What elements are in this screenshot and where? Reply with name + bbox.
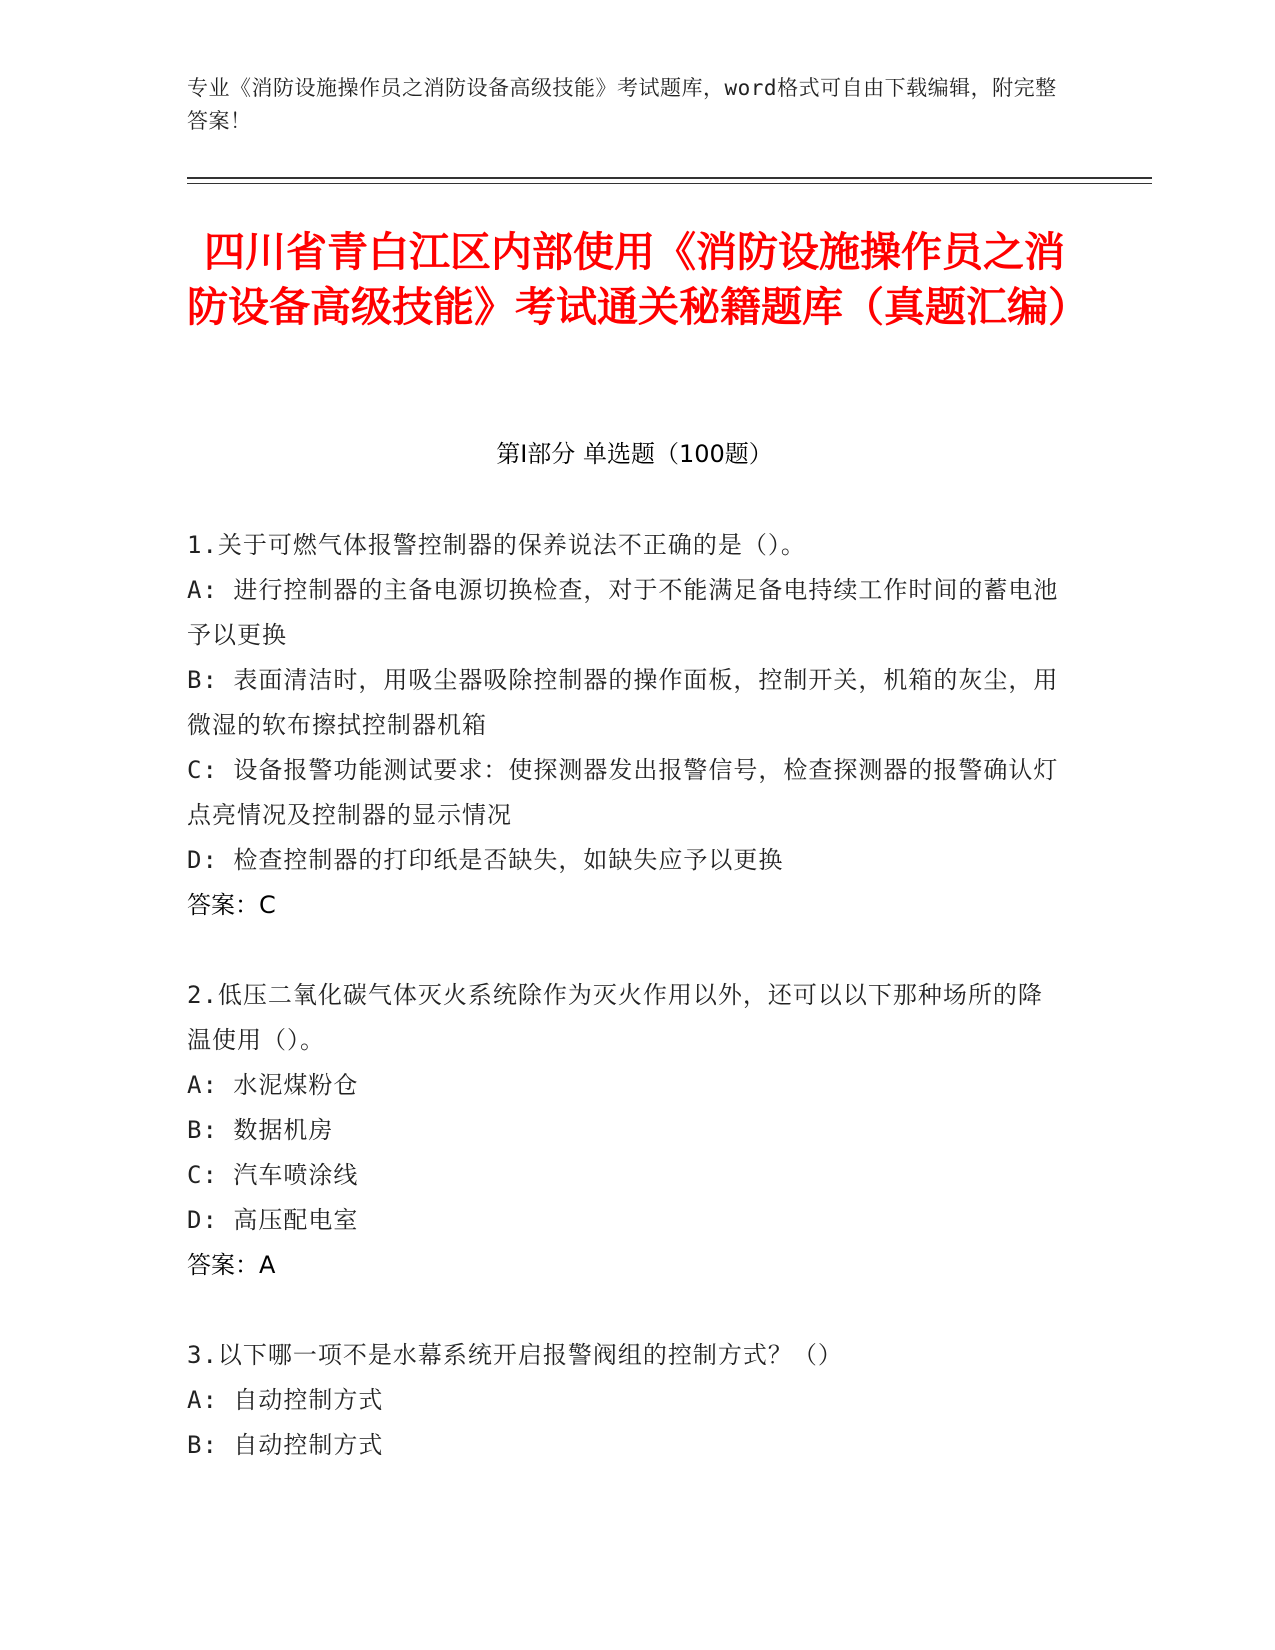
question-stem: 2.低压二氧化碳气体灭火系统除作为灭火作用以外，还可以以下那种场所的降温使用（）。 (187, 981, 1043, 1054)
question-stem: 1.关于可燃气体报警控制器的保养说法不正确的是（）。 (187, 531, 806, 559)
document-title: 四川省青白江区内部使用《消防设施操作员之消防设备高级技能》考试通关秘籍题库（真题汇编） (187, 228, 1089, 331)
question-2 (187, 973, 1067, 1288)
option-d: D: 高压配电室 (187, 1206, 359, 1234)
question-3 (187, 1333, 1067, 1468)
question-stem: 3.以下哪一项不是水幕系统开启报警阀组的控制方式？（） (187, 1341, 843, 1369)
section-heading: 第Ⅰ部分 单选题（100题） (496, 440, 773, 468)
question-1 (187, 523, 1067, 928)
option-b: B: 表面清洁时，用吸尘器吸除控制器的操作面板，控制开关，机箱的灰尘，用微湿的软布擦拭控制器机箱 (187, 666, 1059, 739)
question-list (187, 523, 1067, 1513)
header-rule-thick (187, 177, 1152, 179)
option-c: C: 汽车喷涂线 (187, 1161, 359, 1189)
option-d: D: 检查控制器的打印纸是否缺失，如缺失应予以更换 (187, 846, 784, 874)
option-a: A: 水泥煤粉仓 (187, 1071, 359, 1099)
answer: 答案：A (187, 1251, 276, 1279)
header-note: 专业《消防设施操作员之消防设备高级技能》考试题库，word格式可自由下载编辑，附完整答案！ (187, 76, 1057, 133)
option-a: A: 进行控制器的主备电源切换检查，对于不能满足备电持续工作时间的蓄电池予以更换 (187, 576, 1059, 649)
answer: 答案：C (187, 891, 276, 919)
header-rule-thin (187, 183, 1152, 184)
option-c: C: 设备报警功能测试要求：使探测器发出报警信号，检查探测器的报警确认灯点亮情况及控制器的显示情况 (187, 756, 1059, 829)
option-b: B: 自动控制方式 (187, 1431, 384, 1459)
option-a: A: 自动控制方式 (187, 1386, 384, 1414)
option-b: B: 数据机房 (187, 1116, 334, 1144)
